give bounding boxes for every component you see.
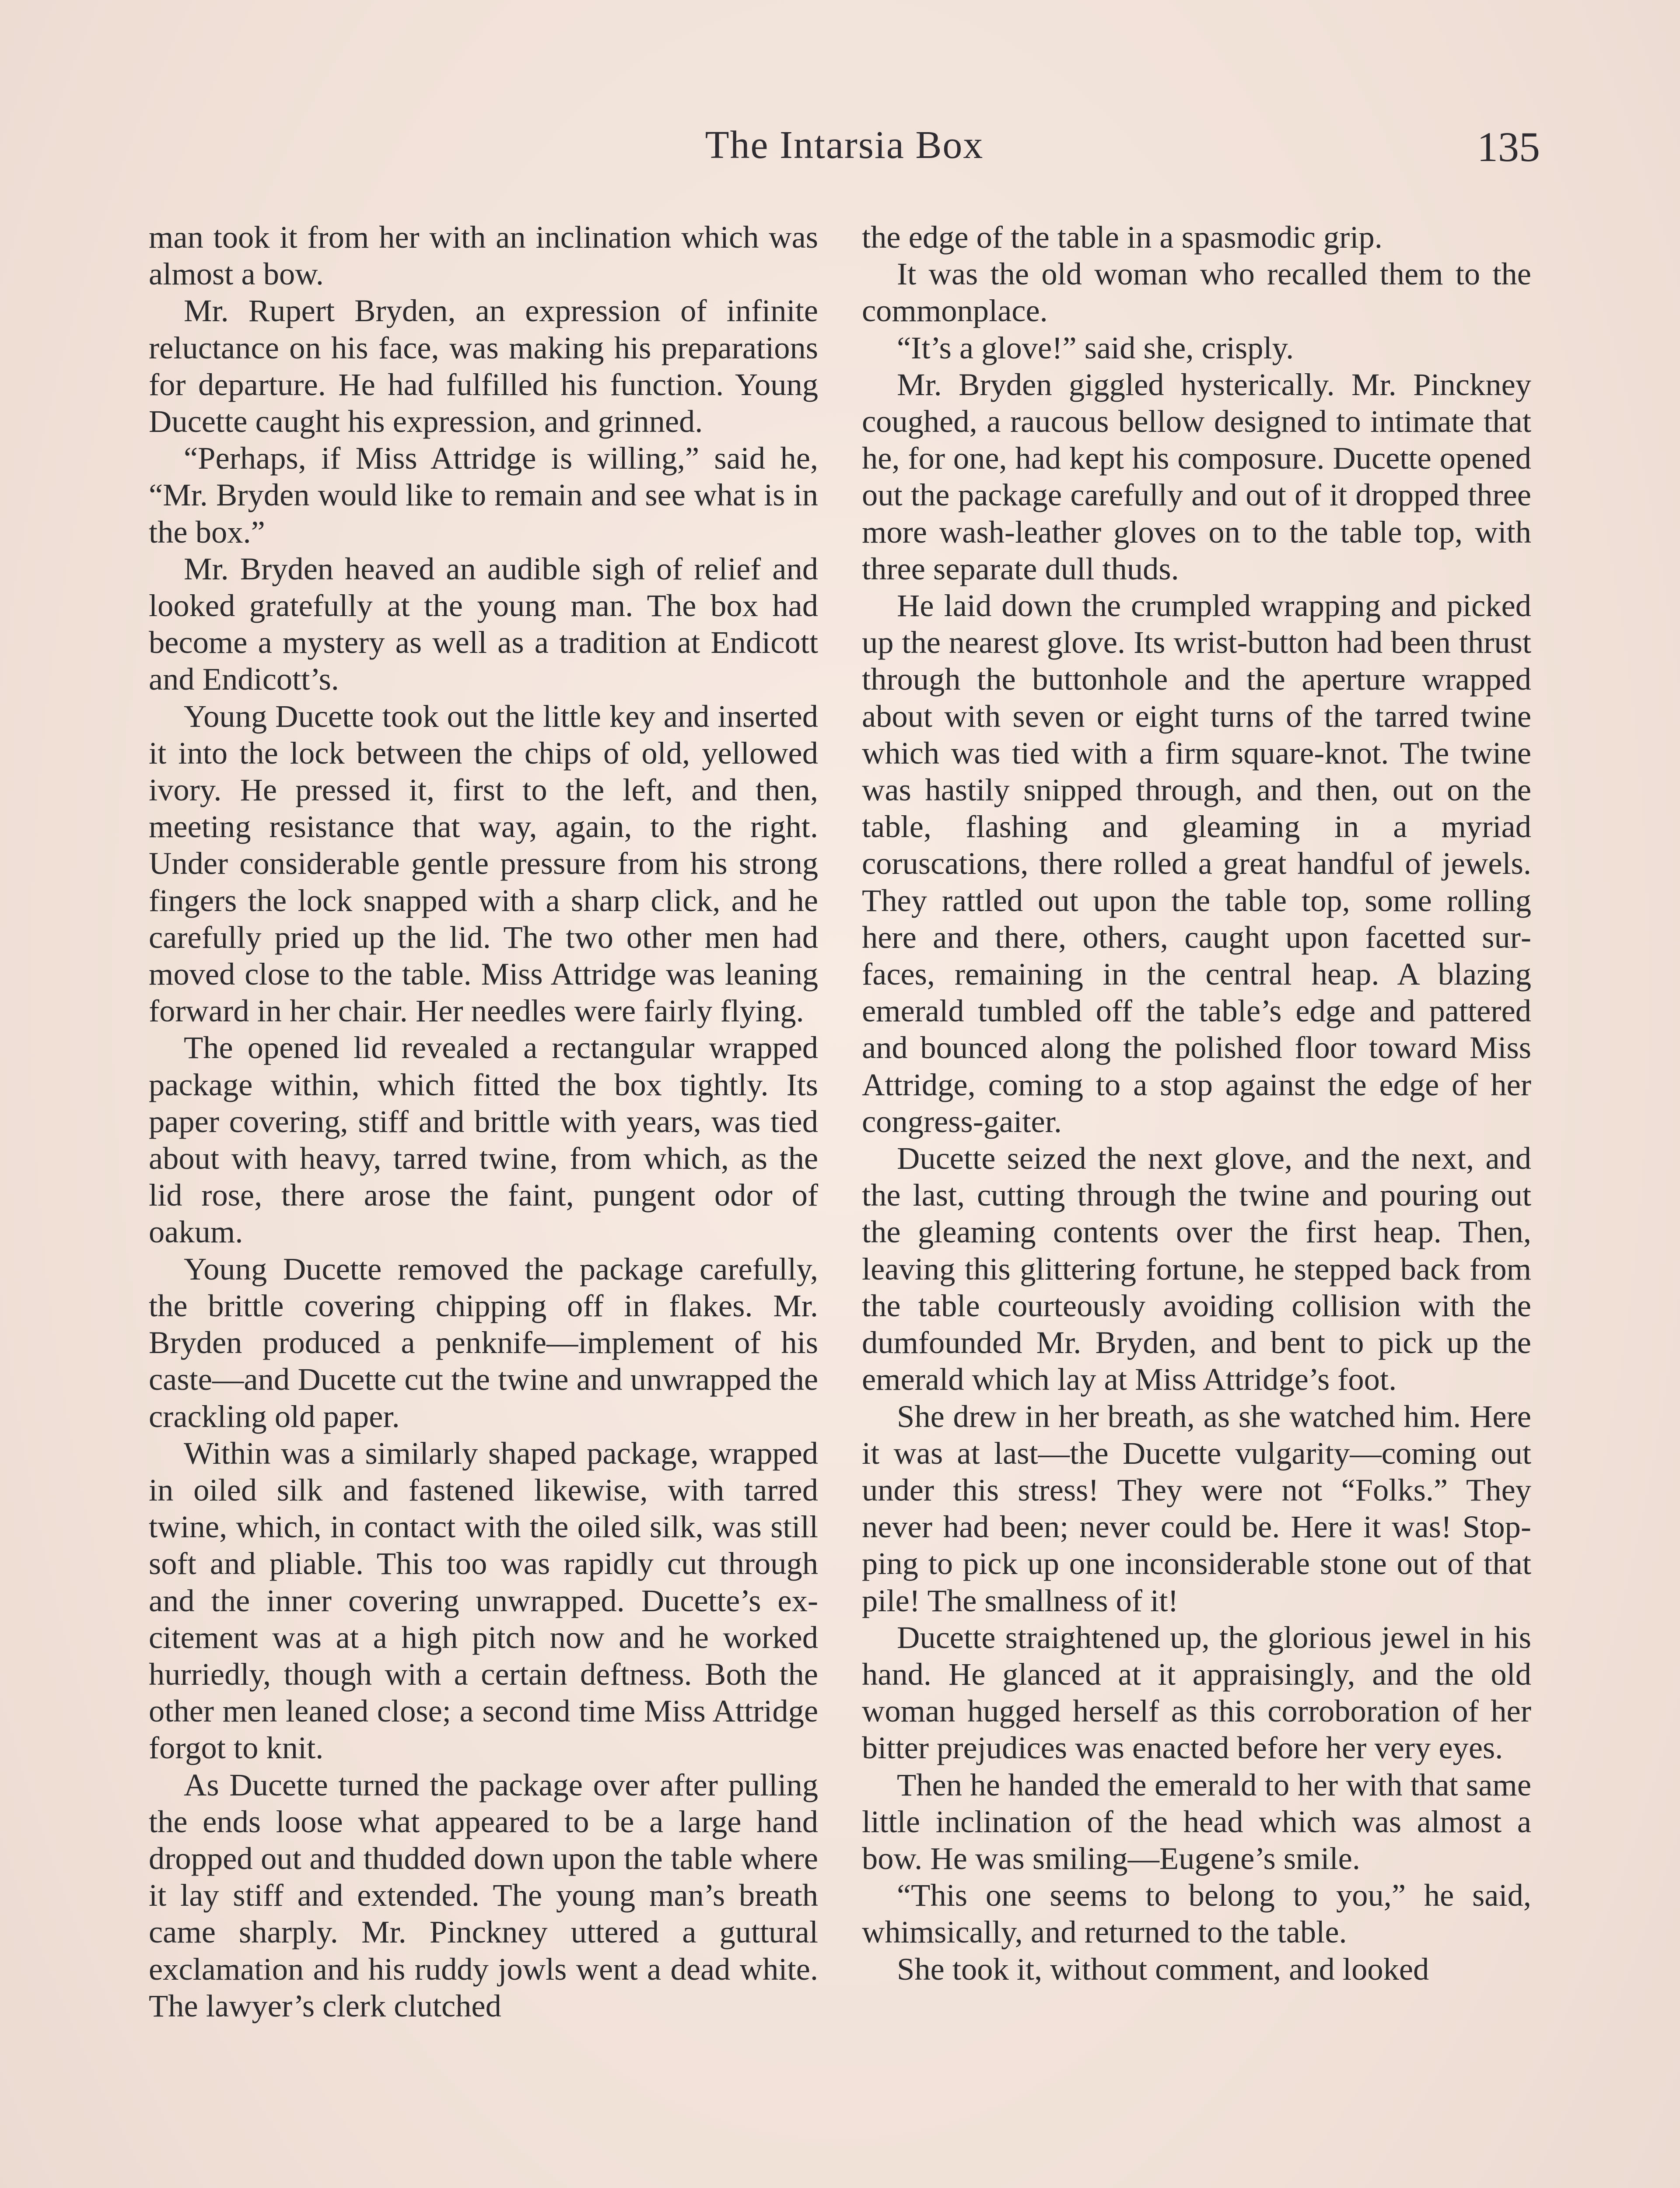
paragraph: She drew in her breath, as she watched him. Here it was at last—the Ducette vulgarity—coming out under this stress! They were not “Folks.” They never had been; never could be. Here it was! Stopping to pick up one inconsiderable stone out of that pile! The smallness of it!: [862, 1398, 1531, 1618]
left-column: [149, 219, 818, 2024]
running-head: The Intarsia Box: [705, 123, 984, 167]
paragraph: Within was a similarly shaped package, wrapped in oiled silk and fastened likewise, with tarred twine, which, in contact with the oiled silk, was still soft and pliable. This too was rapidly cut through and the inner covering unwrapped. Ducette’s excitement was at a high pitch now and he worked hurriedly, though with a certain deftness. Both the other men leaned close; a second time Miss Attridge forgot to knit.: [149, 1435, 818, 1766]
paragraph: Mr. Bryden giggled hysterically. Mr. Pinckney coughed, a raucous bellow designed to intimate that he, for one, had kept his composure. Ducette opened out the package carefully and out of it dropped three more wash-leather gloves on to the table top, with three separate dull thuds.: [862, 366, 1531, 586]
paragraph: Then he handed the emerald to her with that same little inclination of the head which was almost a bow. He was smiling—Eugene’s smile.: [862, 1767, 1531, 1876]
paragraph: “It’s a glove!” said she, crisply.: [897, 330, 1294, 365]
paragraph: She took it, without comment, and looked: [897, 1951, 1429, 1987]
paragraph: man took it from her with an inclination which was almost a bow.: [149, 219, 818, 292]
paragraph: Ducette seized the next glove, and the next, and the last, cutting through the twine and pouring out the gleaming contents over the first heap. Then, leaving this glittering fortune, he stepped back from the table courteously avoiding collision with the dumfounded Mr. Bryden, and bent to pick up the emerald which lay at Miss Attridge’s foot.: [862, 1140, 1531, 1397]
paragraph: It was the old woman who recalled them to the commonplace.: [862, 256, 1531, 329]
paragraph: Ducette straightened up, the glorious jewel in his hand. He glanced at it appraisingly, and the old woman hugged herself as this corroboration of her bitter prejudices was enacted before her very eyes.: [862, 1619, 1531, 1766]
paragraph: He laid down the crumpled wrapping and picked up the nearest glove. Its wrist-button had been thrust through the buttonhole and the aperture wrapped about with seven or eight turns of the tarred twine which was tied with a firm square-knot. The twine was hastily snipped through, and then, out on the table, flashing and gleaming in a myriad coruscations, there rolled a great handful of jewels. They rattled out upon the table top, some rolling here and there, others, caught upon facetted surfaces, remaining in the central heap. A blazing emerald tumbled off the table’s edge and pattered and bounced along the polished floor toward Miss Attridge, coming to a stop against the edge of her congress-gaiter.: [862, 588, 1531, 1139]
paragraph: Mr. Rupert Bryden, an expression of infinite reluctance on his face, was making his preparations for departure. He had fulfilled his function. Young Ducette caught his expression, and grinned.: [149, 293, 818, 439]
right-column: [862, 219, 1531, 1988]
paragraph: “Perhaps, if Miss Attridge is willing,” said he, “Mr. Bryden would like to remain and see what is in the box.”: [149, 440, 818, 550]
paragraph: the edge of the table in a spasmodic grip.: [862, 219, 1382, 255]
paragraph: Young Ducette removed the package carefully, the brittle covering chipping off in flakes. Mr. Bryden produced a penknife—implement of his caste—and Ducette cut the twine and unwrapped the crackling old paper.: [149, 1251, 818, 1434]
page-header: [149, 123, 1540, 184]
paragraph: Mr. Bryden heaved an audible sigh of relief and looked gratefully at the young man. The box had become a mystery as well as a tradition at Endicott and Endicott’s.: [149, 551, 818, 697]
page-number: 135: [1477, 123, 1540, 170]
paragraph: Young Ducette took out the little key and inserted it into the lock between the chips of old, yellowed ivory. He pressed it, first to the left, and then, meeting resistance that way, again, to the right. Under considerable gentle pressure from his strong fingers the lock snapped with a sharp click, and he carefully pried up the lid. The two other men had moved close to the table. Miss Attridge was leaning forward in her chair. Her needles were fairly flying.: [149, 698, 818, 1029]
paragraph: The opened lid revealed a rectangular wrapped package within, which fitted the box tightly. Its paper covering, stiff and brittle with years, was tied about with heavy, tarred twine, from which, as the lid rose, there arose the faint, pungent odor of oakum.: [149, 1030, 818, 1250]
paragraph: As Ducette turned the package over after pulling the ends loose what appeared to be a large hand dropped out and thudded down upon the table where it lay stiff and extended. The young man’s breath came sharply. Mr. Pinckney uttered a guttural exclamation and his ruddy jowls went a dead white. The lawyer’s clerk clutched: [149, 1767, 818, 2023]
paragraph: “This one seems to belong to you,” he said, whimsically, and returned to the table.: [862, 1877, 1531, 1950]
